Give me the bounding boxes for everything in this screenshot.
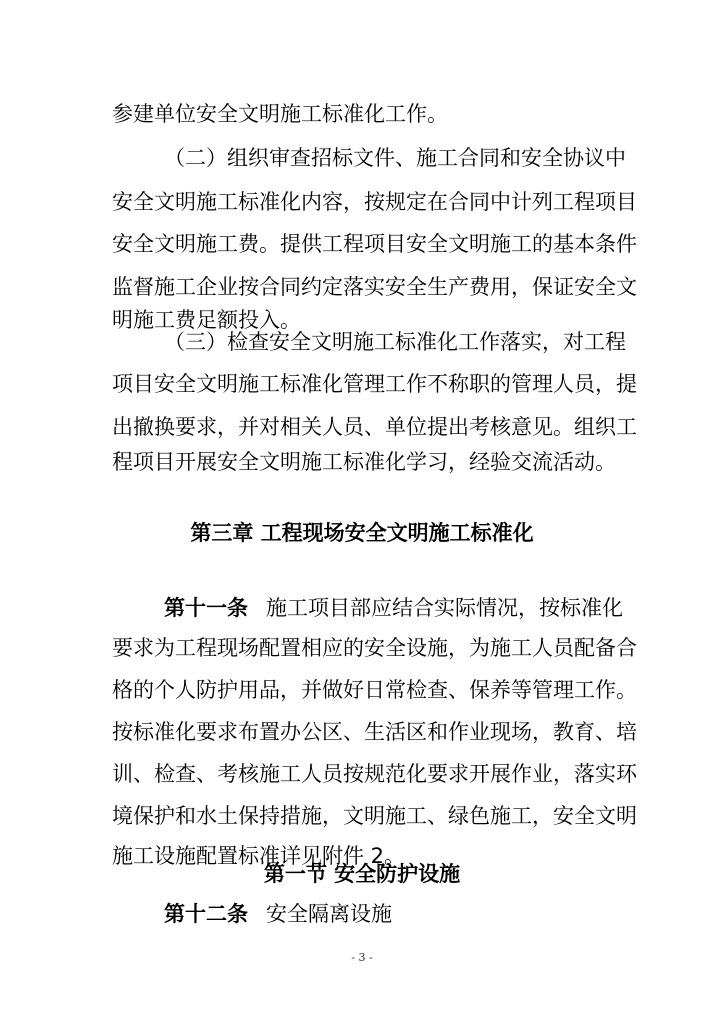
article-11-first-line xyxy=(164,586,623,630)
section-two-line-5: 明施工费足额投入。 xyxy=(112,308,301,332)
page-number: - 3 - xyxy=(351,951,373,964)
article-12-line xyxy=(164,892,612,936)
article-11-line-6: 境保护和水土保持措施，文明施工、绿色施工，安全文明 xyxy=(112,804,637,828)
section-two-line-2: 安全文明施工标准化内容，按规定在合同中计列工程项目 xyxy=(112,190,637,214)
article-11-first-text: 施工项目部应结合实际情况，按标准化 xyxy=(266,596,623,620)
section-three-line-4: 程项目开展安全文明施工标准化学习，经验交流活动。 xyxy=(112,450,616,474)
article-11-line-3: 格的个人防护用品，并做好日常检查、保养等管理工作。 xyxy=(112,678,637,702)
section-two-line-4: 监督施工企业按合同约定落实安全生产费用，保证安全文 xyxy=(112,275,637,299)
article-11-line-7: 施工设施配置标准详见附件 2。 xyxy=(112,844,406,868)
section-title: 第一节 安全防护设施 xyxy=(263,862,461,886)
section-two-line-3: 安全文明施工费。提供工程项目安全文明施工的基本条件 xyxy=(112,232,637,256)
chapter-title: 第三章 工程现场安全文明施工标准化 xyxy=(190,521,534,545)
section-three-line-3: 出撤换要求，并对相关人员、单位提出考核意见。组织工 xyxy=(112,415,637,439)
section-three-line-1: （三）检查安全文明施工标准化工作落实，对工程 xyxy=(164,330,626,354)
article-11-label: 第十一条 xyxy=(164,596,248,620)
article-11-line-5: 训、检查、考核施工人员按规范化要求开展作业，落实环 xyxy=(112,762,637,786)
section-two-line-1: （二）组织审查招标文件、施工合同和安全协议中 xyxy=(164,146,626,170)
article-12-label: 第十二条 xyxy=(164,902,248,926)
article-12-text: 安全隔离设施 xyxy=(266,902,392,926)
article-11-line-4: 按标准化要求布置办公区、生活区和作业现场，教育、培 xyxy=(112,720,637,744)
section-three-line-2: 项目安全文明施工标准化管理工作不称职的管理人员，提 xyxy=(112,372,637,396)
paragraph-line: 参建单位安全文明施工标准化工作。 xyxy=(112,102,448,126)
article-11-line-2: 要求为工程现场配置相应的安全设施，为施工人员配备合 xyxy=(112,636,637,660)
